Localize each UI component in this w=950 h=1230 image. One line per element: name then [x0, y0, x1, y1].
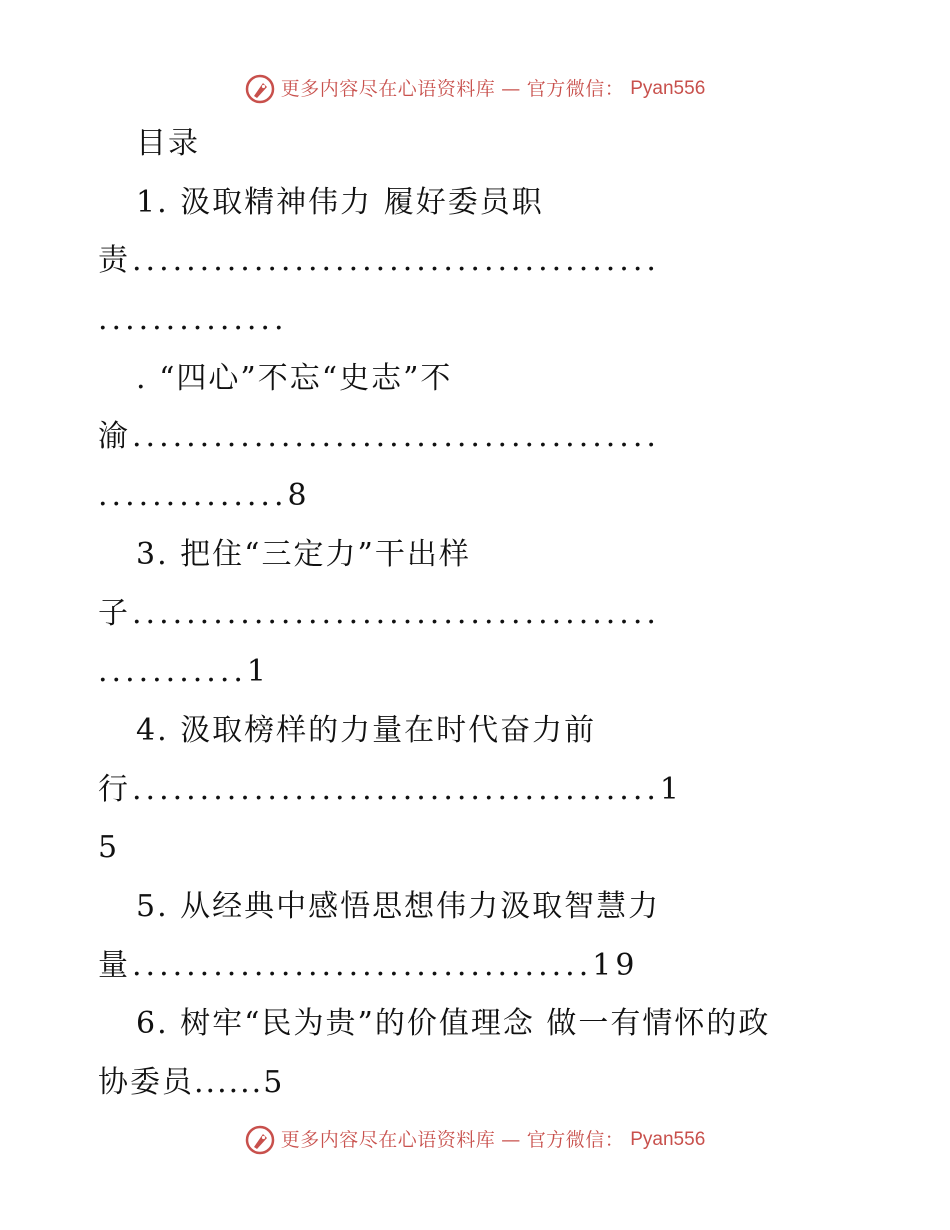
- toc-line: ..............8: [98, 478, 311, 514]
- toc-line: 6. 树牢“民为贵”的价值理念 做一有情怀的政: [136, 1006, 771, 1042]
- pen-nib-logo-icon: [245, 1125, 275, 1155]
- toc-line: ...........1: [98, 654, 270, 690]
- toc-line: 5. 从经典中感悟思想伟力汲取智慧力: [136, 888, 661, 924]
- pen-nib-logo-icon: [245, 74, 275, 104]
- toc-line: 1. 汲取精神伟力 履好委员职: [136, 184, 544, 220]
- toc-line: 5: [98, 830, 120, 866]
- toc-line: 协委员......5: [98, 1065, 285, 1100]
- watermark-text: 更多内容尽在心语资料库: [280, 78, 496, 100]
- watermark-wechat-label: 官方微信：: [526, 78, 625, 100]
- toc-line: 行.......................................1: [98, 771, 683, 807]
- toc-title: 目录: [136, 126, 200, 161]
- toc-line: 责.......................................: [98, 243, 660, 279]
- watermark-wechat-id: Pyan556: [630, 78, 706, 99]
- toc-line: 量..................................19: [98, 947, 639, 983]
- watermark-dash: —: [501, 78, 521, 100]
- watermark-banner-top: [0, 74, 950, 104]
- toc-line: ..............: [98, 302, 288, 338]
- toc-line: . “四心”不忘“史志”不: [136, 360, 453, 396]
- table-of-contents: [98, 115, 858, 1113]
- toc-line: 4. 汲取榜样的力量在时代奋力前: [136, 712, 597, 748]
- watermark-wechat-id: Pyan556: [630, 1129, 706, 1150]
- watermark-dash: —: [501, 1129, 521, 1151]
- toc-line: 子.......................................: [98, 595, 660, 631]
- watermark-banner-bottom: [0, 1125, 950, 1155]
- toc-line: 渝.......................................: [98, 419, 660, 455]
- watermark-text: 更多内容尽在心语资料库: [280, 1129, 496, 1151]
- toc-line: 3. 把住“三定力”干出样: [136, 536, 471, 572]
- watermark-wechat-label: 官方微信：: [526, 1129, 625, 1151]
